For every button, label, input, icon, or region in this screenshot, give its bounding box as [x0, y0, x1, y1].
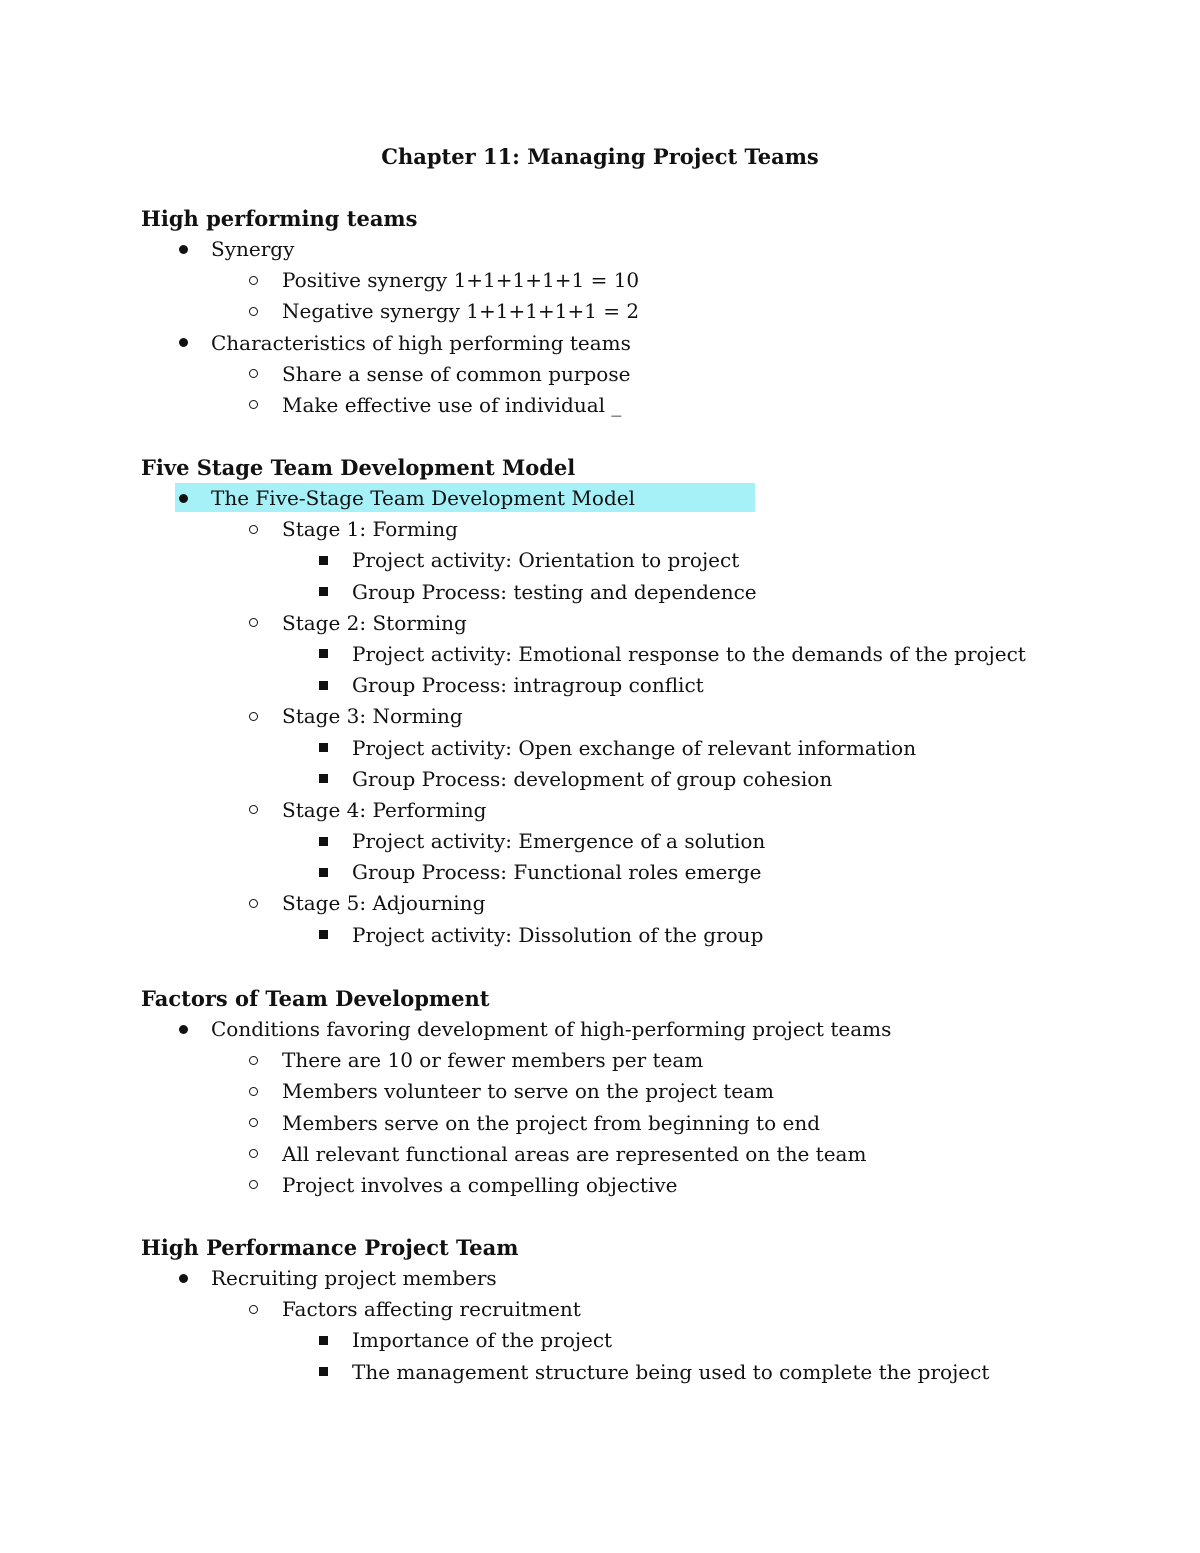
- section-heading: Factors of Team Development: [141, 986, 490, 1011]
- bullet-circle-icon: [249, 1170, 269, 1201]
- list-item: Stage 5: Adjourning: [141, 888, 1121, 919]
- list-item: Stage 1: Forming: [141, 514, 1121, 545]
- bullet-circle-icon: [249, 1108, 269, 1139]
- section-heading: Five Stage Team Development Model: [141, 455, 576, 480]
- bullet-square-icon: [319, 920, 339, 951]
- list-item: Stage 4: Performing: [141, 795, 1121, 826]
- bullet-circle-icon: [249, 888, 269, 919]
- bullet-square-icon: [319, 733, 339, 764]
- list-item: Positive synergy 1+1+1+1+1 = 10: [141, 265, 1121, 296]
- list-item: Group Process: development of group cohesion: [141, 764, 1121, 795]
- section-factors-team-development: [141, 983, 1121, 1201]
- bullet-square-icon: [319, 857, 339, 888]
- bullet-dot-icon: [179, 483, 199, 514]
- highlighted-list-item: The Five-Stage Team Development Model: [141, 483, 1121, 514]
- bullet-circle-icon: [249, 608, 269, 639]
- bullet-square-icon: [319, 826, 339, 857]
- list-item: Importance of the project: [141, 1325, 1121, 1356]
- bullet-dot-icon: [179, 1014, 199, 1045]
- section-heading: High Performance Project Team: [141, 1235, 519, 1260]
- bullet-circle-icon: [249, 1139, 269, 1170]
- bullet-square-icon: [319, 764, 339, 795]
- list-item: Negative synergy 1+1+1+1+1 = 2: [141, 296, 1121, 327]
- list-item: Factors affecting recruitment: [141, 1294, 1121, 1325]
- bullet-dot-icon: [179, 1263, 199, 1294]
- bullet-circle-icon: [249, 390, 269, 421]
- list-item: Stage 2: Storming: [141, 608, 1121, 639]
- list-item: Share a sense of common purpose: [141, 359, 1121, 390]
- list-item: Group Process: testing and dependence: [141, 577, 1121, 608]
- bullet-square-icon: [319, 545, 339, 576]
- bullet-dot-icon: [179, 328, 199, 359]
- list-item: Project involves a compelling objective: [141, 1170, 1121, 1201]
- list-item: Stage 3: Norming: [141, 701, 1121, 732]
- section-five-stage-model: [141, 452, 1121, 951]
- bullet-circle-icon: [249, 1294, 269, 1325]
- list-item: Project activity: Orientation to project: [141, 545, 1121, 576]
- list-item: Project activity: Emotional response to the demands of the project: [141, 639, 1121, 670]
- bullet-circle-icon: [249, 795, 269, 826]
- section-high-performance-project-team: [141, 1232, 1121, 1388]
- list-item: Project activity: Emergence of a solution: [141, 826, 1121, 857]
- list-item: Synergy: [141, 234, 1121, 265]
- bullet-circle-icon: [249, 359, 269, 390]
- bullet-circle-icon: [249, 265, 269, 296]
- list-item: Group Process: intragroup conflict: [141, 670, 1121, 701]
- list-item: There are 10 or fewer members per team: [141, 1045, 1121, 1076]
- page-title: Chapter 11: Managing Project Teams: [381, 144, 819, 169]
- list-item: Project activity: Open exchange of relevant information: [141, 733, 1121, 764]
- bullet-square-icon: [319, 670, 339, 701]
- bullet-dot-icon: [179, 234, 199, 265]
- list-item: Characteristics of high performing teams: [141, 328, 1121, 359]
- bullet-circle-icon: [249, 514, 269, 545]
- list-item: Make effective use of individual _: [141, 390, 1121, 421]
- list-item: Group Process: Functional roles emerge: [141, 857, 1121, 888]
- list-item: Recruiting project members: [141, 1263, 1121, 1294]
- list-item: Members serve on the project from beginning to end: [141, 1108, 1121, 1139]
- list-item: The management structure being used to complete the project: [141, 1357, 1121, 1388]
- section-high-performing-teams: [141, 203, 1121, 421]
- bullet-square-icon: [319, 577, 339, 608]
- list-item: Members volunteer to serve on the project team: [141, 1076, 1121, 1107]
- bullet-square-icon: [319, 1325, 339, 1356]
- bullet-circle-icon: [249, 296, 269, 327]
- bullet-circle-icon: [249, 1076, 269, 1107]
- bullet-square-icon: [319, 639, 339, 670]
- bullet-circle-icon: [249, 701, 269, 732]
- list-item: Conditions favoring development of high-performing project teams: [141, 1014, 1121, 1045]
- section-heading: High performing teams: [141, 206, 418, 231]
- list-item: All relevant functional areas are represented on the team: [141, 1139, 1121, 1170]
- list-item: Project activity: Dissolution of the group: [141, 920, 1121, 951]
- bullet-circle-icon: [249, 1045, 269, 1076]
- bullet-square-icon: [319, 1357, 339, 1388]
